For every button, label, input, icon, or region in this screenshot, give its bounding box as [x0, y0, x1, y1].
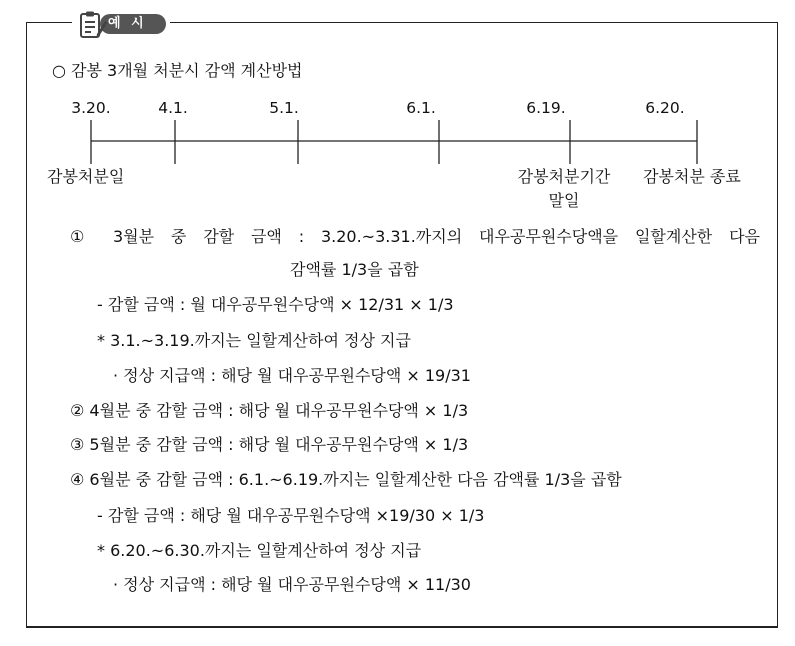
timeline-date-4: 6.1.: [406, 99, 436, 117]
example-badge: [72, 10, 170, 38]
item-2: ② 4월분 중 감할 금액 : 해당 월 대우공무원수당액 × 1/3: [70, 401, 469, 420]
timeline-date-1: 3.20.: [71, 99, 111, 117]
item-4-line-1: ④ 6월분 중 감할 금액 : 6.1.~6.19.까지는 일할계산한 다음 감액률 1/3을 곱함: [70, 470, 622, 489]
item-4-note-sub: · 정상 지급액 : 해당 월 대우공무원수당액 × 11/30: [113, 575, 471, 594]
item-1-line-2: 감액률 1/3을 곱함: [290, 260, 419, 279]
clipboard-pencil-icon: [76, 10, 108, 40]
item-4-note: * 6.20.~6.30.까지는 일할계산하여 정상 지급: [97, 541, 422, 560]
item-1-note: * 3.1.~3.19.까지는 일할계산하여 정상 지급: [97, 331, 411, 350]
timeline-mid-label-line1: 감봉처분기간: [517, 167, 611, 186]
timeline-end-label: 감봉처분 종료: [643, 167, 741, 186]
badge-label: 예 시: [108, 16, 147, 31]
intro-heading: ○ 감봉 3개월 처분시 감액 계산방법: [52, 61, 303, 80]
item-3: ③ 5월분 중 감할 금액 : 해당 월 대우공무원수당액 × 1/3: [70, 435, 469, 454]
timeline-mid-label-line2: 말일: [548, 191, 580, 210]
timeline-date-2: 4.1.: [158, 99, 188, 117]
timeline-date-6: 6.20.: [645, 99, 685, 117]
timeline-start-label: 감봉처분일: [47, 167, 125, 186]
item-1-note-sub: · 정상 지급액 : 해당 월 대우공무원수당액 × 19/31: [113, 366, 471, 385]
item-1-sub: - 감할 금액 : 월 대우공무원수당액 × 12/31 × 1/3: [97, 295, 454, 314]
timeline-date-3: 5.1.: [269, 99, 299, 117]
item-4-sub: - 감할 금액 : 해당 월 대우공무원수당액 ×19/30 × 1/3: [97, 506, 485, 525]
item-1-line-1: ① 3월분 중 감할 금액 : 3.20.~3.31.까지의 대우공무원수당액을 일할계산한 다음: [70, 227, 760, 246]
timeline-date-5: 6.19.: [526, 99, 566, 117]
